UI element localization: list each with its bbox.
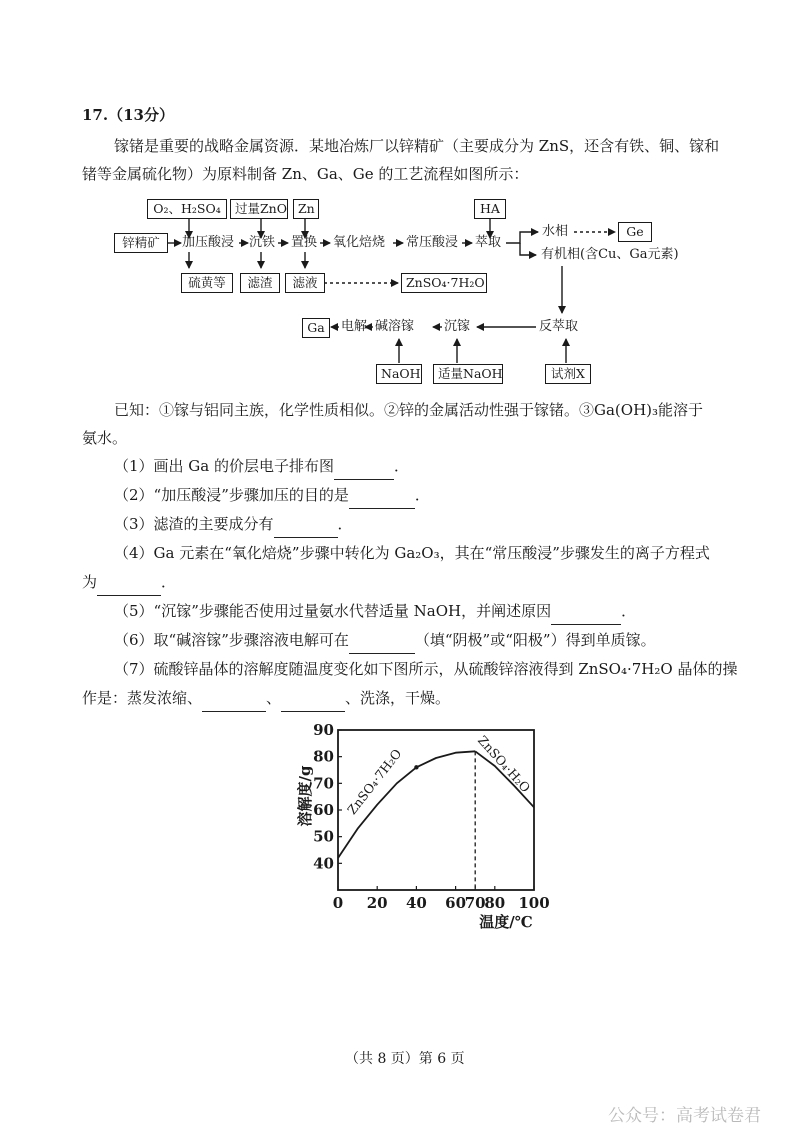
x-tick-label: 100 (518, 894, 550, 912)
question-2: （2）“加压酸浸”步骤加压的目的是 ． (114, 485, 430, 509)
answer-blank-3[interactable] (274, 517, 338, 538)
y-tick-label: 80 (313, 747, 334, 766)
product-sulfur: 硫黄等 (181, 273, 233, 293)
reagent-naoh-appropriate: 适量NaOH (433, 364, 503, 384)
x-tick-label: 40 (405, 894, 427, 912)
step-extraction: 萃取 (475, 235, 502, 250)
curve-point (414, 765, 418, 769)
ge-product: Ge (618, 222, 652, 242)
product-znso4: ZnSO₄·7H₂O (401, 273, 487, 293)
answer-blank-7a[interactable] (202, 691, 266, 712)
series-label-znso4-h2o: ZnSO₄·H₂O (474, 732, 534, 796)
question-4-line-1: （4）Ga 元素在“氧化焙烧”步骤中转化为 Ga₂O₃，其在“常压酸浸”步骤发生的离子方程式 (114, 544, 710, 562)
step-iron-removal: 沉铁 (249, 235, 276, 250)
answer-blank-7b[interactable] (281, 691, 345, 712)
question-4-line-2: 为 ． (82, 572, 176, 596)
step-ga-precipitation: 沉镓 (444, 319, 471, 334)
y-tick-label: 40 (313, 854, 334, 873)
flow-arrows (0, 0, 800, 400)
question-number: 17.（13分） (82, 106, 174, 124)
organic-phase: 有机相(含Cu、Ga元素) (541, 247, 679, 262)
y-tick-label: 50 (313, 827, 334, 846)
question-1: （1）画出 Ga 的价层电子排布图 ． (114, 456, 409, 480)
ga-product: Ga (302, 318, 330, 338)
reagent-ha: HA (474, 199, 506, 219)
question-7-line-1: （7）硫酸锌晶体的溶解度随温度变化如下图所示，从硫酸锌溶液得到 ZnSO₄·7H₂O 晶体的操 (114, 660, 738, 678)
answer-blank-1[interactable] (334, 459, 394, 480)
reagent-o2-h2so4: O₂、H₂SO₄ (147, 199, 227, 219)
question-7-line-2: 作是：蒸发浓缩、 、 、洗涤，干燥。 (82, 688, 450, 712)
x-tick-label: 60 (445, 894, 467, 912)
ore-box: 锌精矿 (114, 233, 168, 253)
intro-line-2: 锗等金属硫化物）为原料制备 Zn、Ga、Ge 的工艺流程如图所示： (82, 165, 529, 183)
known-line-1: 已知：①镓与铝同主族，化学性质相似。②锌的金属活动性强于镓锗。③Ga(OH)₃能溶于 (114, 401, 704, 419)
step-back-extraction: 反萃取 (539, 319, 579, 334)
reagent-x: 试剂X (545, 364, 591, 384)
x-tick-label: 80 (484, 894, 506, 912)
page-footer: （共 8 页）第 6 页 (345, 1051, 465, 1067)
x-axis-label: 温度/℃ (479, 913, 533, 931)
reagent-zn: Zn (293, 199, 319, 219)
answer-blank-5[interactable] (551, 604, 621, 625)
x-tick-label: 0 (332, 894, 344, 912)
answer-blank-4[interactable] (97, 575, 161, 596)
step-oxidative-roast: 氧化焙烧 (333, 235, 386, 250)
reagent-naoh: NaOH (376, 364, 422, 384)
watermark: 公众号：高考试卷君 (608, 1106, 761, 1126)
y-tick-label: 90 (313, 721, 334, 739)
question-5: （5）“沉镓”步骤能否使用过量氨水代替适量 NaOH，并阐述原因 ． (114, 601, 636, 625)
reagent-zno: 过量ZnO (230, 199, 288, 219)
step-replacement: 置换 (291, 235, 318, 250)
known-line-2: 氨水。 (82, 429, 128, 447)
question-3: （3）滤渣的主要成分有 ． (114, 514, 353, 538)
y-axis-label: 溶解度/g (296, 765, 314, 827)
step-pressure-leach: 加压酸浸 (182, 235, 235, 250)
step-electrolysis: 电解 (341, 319, 368, 334)
y-tick-label: 70 (313, 774, 334, 793)
product-residue: 滤渣 (240, 273, 280, 293)
question-6: （6）取“碱溶镓”步骤溶液电解可在 （填“阴极”或“阳极”）得到单质镓。 (114, 630, 656, 654)
step-alkali-dissolve: 碱溶镓 (375, 319, 415, 334)
step-normal-leach: 常压酸浸 (406, 235, 459, 250)
aqueous-phase: 水相 (542, 224, 569, 239)
series-label-znso4-7h2o: ZnSO₄·7H₂O (344, 745, 405, 818)
intro-line-1: 镓锗是重要的战略金属资源．某地冶炼厂以锌精矿（主要成分为 ZnS，还含有铁、铜、镓和 (114, 137, 720, 155)
product-filtrate: 滤液 (285, 273, 325, 293)
answer-blank-2[interactable] (349, 488, 415, 509)
answer-blank-6[interactable] (349, 633, 415, 654)
x-tick-label: 20 (366, 894, 388, 912)
solubility-chart (280, 710, 560, 935)
x-tick-label: 70 (464, 894, 486, 912)
y-tick-label: 60 (313, 801, 334, 819)
